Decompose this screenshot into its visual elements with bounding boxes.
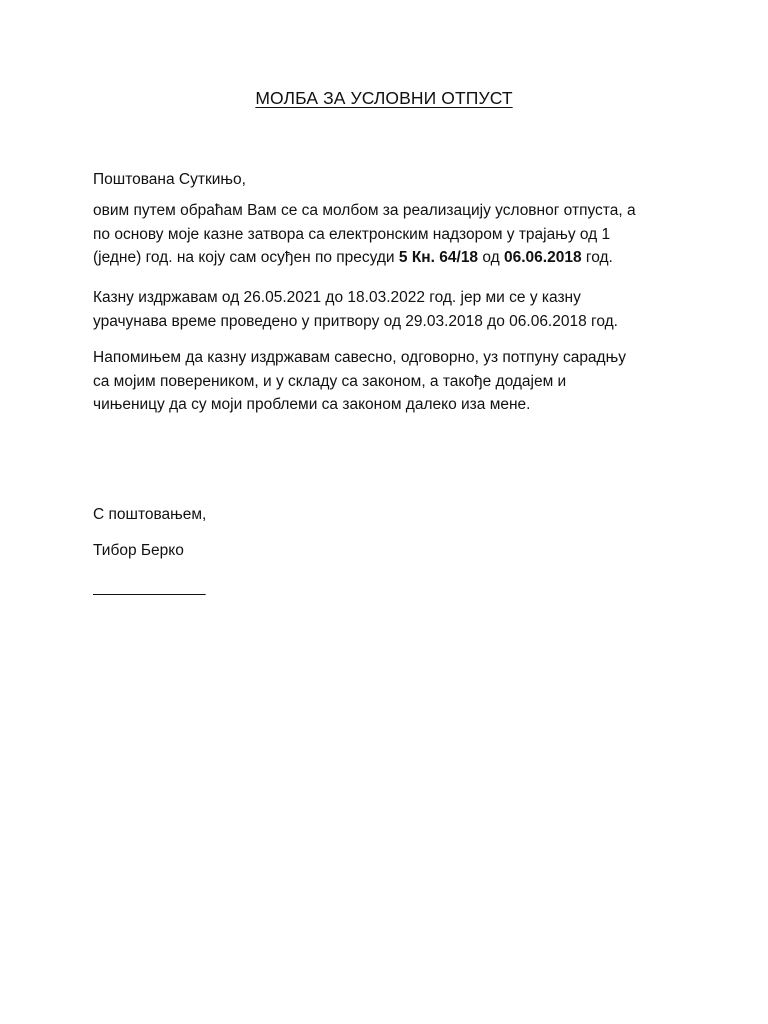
paragraph-request	[93, 199, 693, 270]
document-title: МОЛБА ЗА УСЛОВНИ ОТПУСТ	[255, 88, 513, 108]
paragraph-request-line-3-suffix: год.	[581, 249, 613, 266]
paragraph-request-line-1: овим путем обраћам Вам се са молбом за реализацију условног отпуста, а	[93, 202, 636, 219]
paragraph-request-line-3-mid: од	[478, 249, 504, 266]
signer-name: Тибор Берко	[93, 542, 184, 559]
paragraph-sentence-period-line-2: урачунава време проведено у притвору од 29.03.2018 до 06.06.2018 год.	[93, 312, 618, 330]
case-number: 5 Кн. 64/18	[398, 249, 479, 266]
paragraph-request-line-3-prefix: (једне) год. на коју сам осуђен по пресуди	[93, 249, 399, 266]
signature-line: _______________	[93, 579, 205, 596]
salutation: Поштована Суткињо,	[93, 171, 246, 188]
paragraph-conduct-line-1: Напомињем да казну издржавам савесно, одговорно, уз потпуну сарадњу	[93, 349, 626, 366]
paragraph-request-line-3	[93, 246, 693, 270]
paragraph-request-line-2: по основу моје казне затвора са електронским надзором у трајању од 1	[93, 225, 611, 243]
paragraph-conduct	[93, 346, 693, 417]
paragraph-conduct-line-3: чињеницу да су моји проблеми са законом далеко иза мене.	[93, 396, 531, 413]
judgment-date: 06.06.2018	[504, 249, 582, 266]
paragraph-sentence-period-line-1: Казну издржавам од 26.05.2021 до 18.03.2022 год. јер ми се у казну	[93, 289, 581, 306]
paragraph-sentence-period	[93, 286, 693, 333]
paragraph-conduct-line-2: са мојим повереником, и у складу са законом, а такође додајем и	[93, 372, 567, 390]
closing-phrase: С поштовањем,	[93, 506, 207, 523]
